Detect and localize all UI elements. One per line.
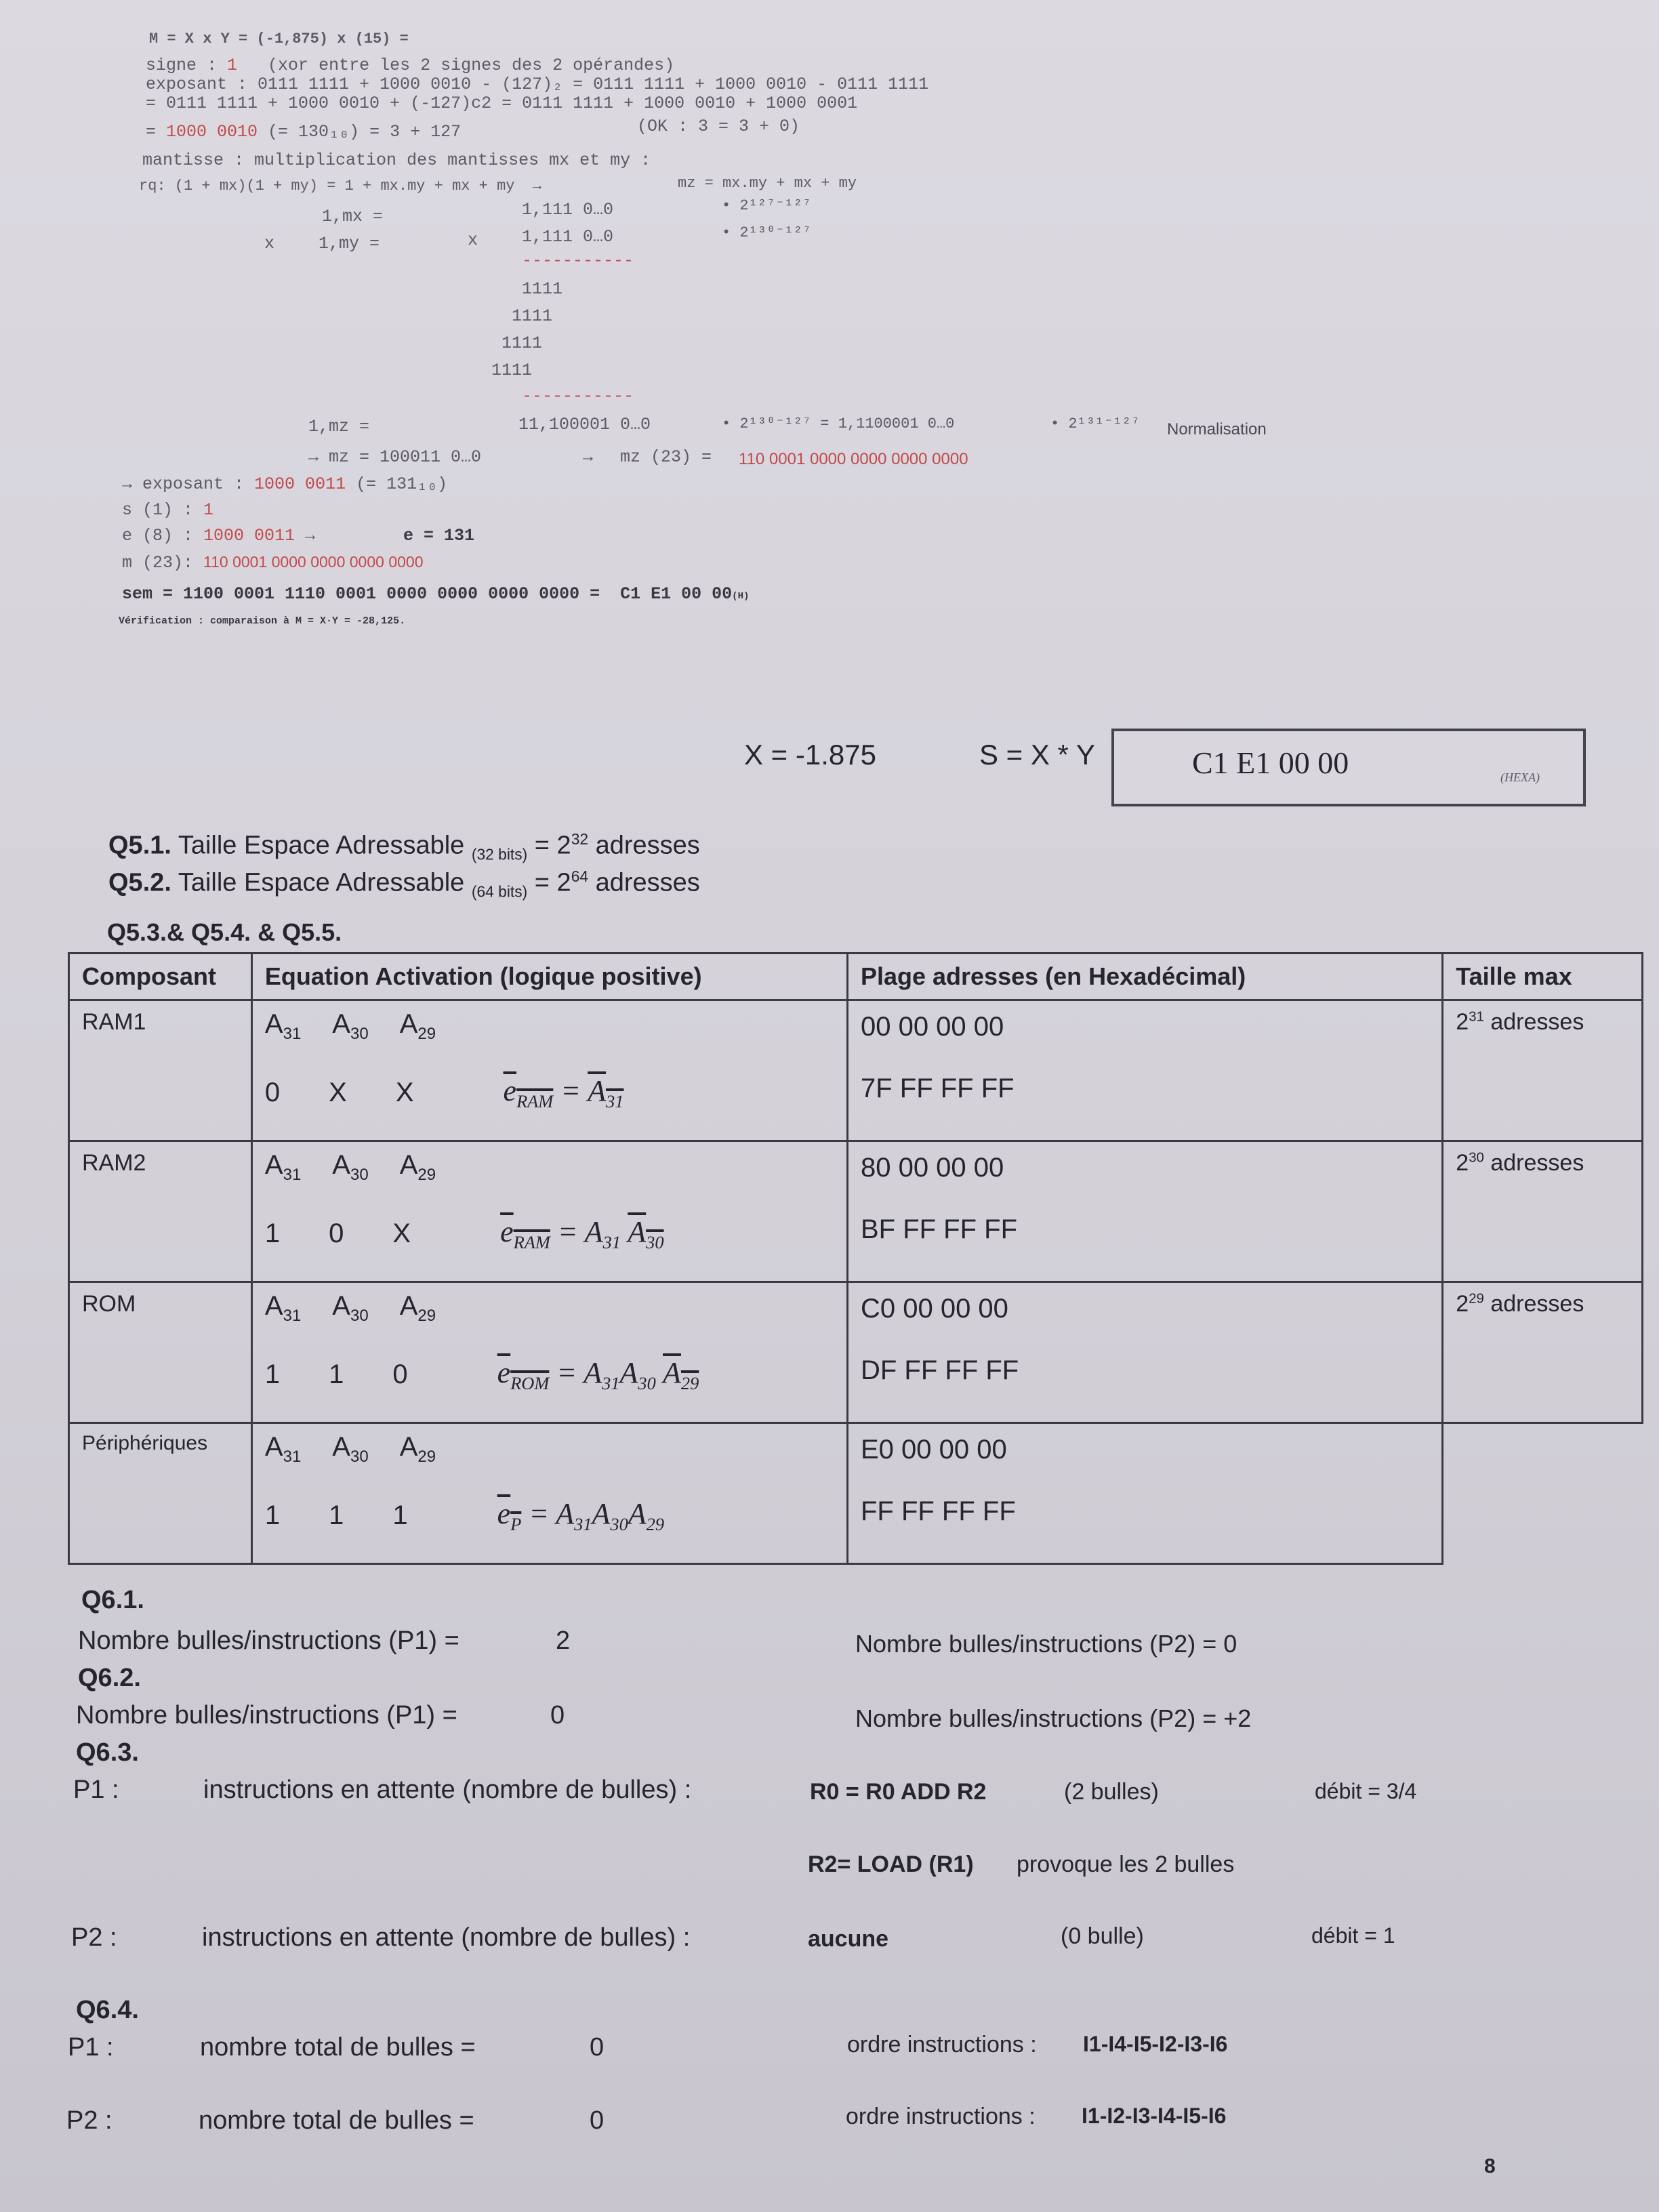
address-range-cell [847,1141,1442,1282]
q51-line: Q5.1. Taille Espace Adressable $_{(32 bits)} = 2^{32}$ adresses [108,830,700,863]
calc-line-5-ok: (OK : 3 = 3 + 0) [637,117,800,136]
q63-p1-label: P1 : [73,1776,119,1804]
partial-4: 1111 [491,361,533,380]
s-line: s (1) : 1 [122,500,214,520]
mx-label: 1,mx = [322,207,384,226]
q61-p1-label: Nombre bulles/instructions (P1) = [78,1626,459,1655]
header-equation: Equation Activation (logique positive) [251,954,847,1000]
q63-p2-text: instructions en attente (nombre de bulles) : [202,1923,691,1952]
range-start: C0 00 00 00 [860,1294,1008,1324]
address-range-cell [847,1000,1442,1141]
my-exp: • 2¹³⁰⁻¹²⁷ [722,224,812,241]
range-end: DF FF FF FF [860,1355,1019,1385]
equation-cell [251,1000,847,1141]
calc-line-1: M = X x Y = (-1,875) x (15) = [149,30,409,47]
page-number: 8 [1484,2155,1496,2177]
q63-p1b-instr: R2= LOAD (R1) [808,1851,974,1877]
q61-p1-value: 2 [556,1626,571,1655]
result-unit: (HEXA) [1500,771,1540,784]
q64-heading: Q6.4. [76,1996,139,2024]
my-value: 1,111 0…0 [522,227,614,247]
range-start: E0 00 00 00 [860,1435,1007,1465]
q63-p1-instr: R0 = R0 ADD R2 [810,1779,987,1805]
q61-heading: Q6.1. [81,1586,144,1614]
q64-p1-text: nombre total de bulles = [200,2033,476,2062]
normalisation-label: Normalisation [1167,420,1267,438]
equation-cell: $A_{31}$ $A_{30}$ $A_{29}$ 1 0 X $e_{RAM} = A_{31}$ $A_{30}$ [251,1141,847,1282]
range-end: BF FF FF FF [860,1214,1018,1244]
component-name: RAM2 [69,1141,252,1282]
partial-1: 1111 [522,279,563,299]
component-name: ROM [69,1282,252,1423]
q63-p1-debit: débit = 3/4 [1315,1779,1417,1803]
range-end: FF FF FF FF [860,1496,1016,1526]
component-name: RAM1 [69,1000,252,1141]
mz-value: 11,100001 0…0 [518,415,651,434]
calc-line-3: exposant : 0111 1111 + 1000 0010 - (127)₂ = 0111 1111 + 1000 0010 - 0111 1111 [146,75,929,94]
q64-p1-order-label: ordre instructions : [847,2032,1037,2057]
mx-exp: • 2¹²⁷⁻¹²⁷ [722,197,812,214]
range-start: 00 00 00 00 [860,1012,1004,1042]
q63-p2-bulles: (0 bulle) [1061,1923,1144,1949]
q63-p2-instr: aucune [808,1926,889,1952]
range-end: 7F FF FF FF [860,1073,1015,1103]
q62-heading: Q6.2. [78,1664,141,1692]
q63-p2-debit: débit = 1 [1311,1923,1395,1948]
activation-equation: $e_{RAM} = A_{31}$ [503,1074,624,1111]
q52-line: Q5.2. Taille Espace Adressable $_{(64 bits)} = 2^{64}$ adresses [108,867,700,901]
partial-2: 1111 [512,306,553,326]
separator-1: ----------- [522,251,634,270]
table-row [69,1141,1643,1282]
q64-p2-value: 0 [590,2106,605,2135]
calc-line-5: = 1000 0010 (= 130₁₀) = 3 + 127 [146,122,462,142]
bit-values: 0 X X $e_{RAM} = A_{31}$ [264,1074,624,1111]
equation-cell: $A_{31}$ $A_{30}$ $A_{29}$ 1 1 1 $e_P = A_{31}A_{30}A_{29}$ [251,1423,847,1564]
q63-p1-bulles: (2 bulles) [1064,1779,1159,1805]
q64-p2-order-label: ordre instructions : [846,2104,1036,2129]
q64-p2-sequence: I1-I2-I3-I4-I5-I6 [1082,2104,1227,2128]
m-line: m (23): 110 0001 0000 0000 0000 0000 [122,553,424,573]
q64-p1-value: 0 [590,2033,605,2062]
e-line: e (8) : 1000 0011 → [122,526,316,546]
q64-p1-sequence: I1-I4-I5-I2-I3-I6 [1083,2032,1228,2056]
size-cell: $2^{29}$ adresses [1443,1282,1643,1423]
table-row [69,1000,1643,1141]
equation-cell: $A_{31}$ $A_{30}$ $A_{29}$ 1 1 0 $e_{ROM} = A_{31}A_{30}$ $A_{29}$ [251,1282,847,1423]
address-range-cell [847,1282,1442,1423]
arrow: → [583,447,594,467]
activation-equation: $e_P = A_{31}A_{30}A_{29}$ [497,1497,665,1534]
q61-p2: Nombre bulles/instructions (P2) = 0 [855,1630,1237,1658]
result-box [1111,729,1586,806]
address-range-cell [847,1423,1442,1564]
mz23-value: 110 0001 0000 0000 0000 0000 [739,450,968,468]
header-taille: Taille max [1443,954,1643,1000]
q64-p2-label: P2 : [66,2106,112,2135]
sem-line: sem = 1100 0001 1110 0001 0000 0000 0000 0000 = C1 E1 00 00(H) [122,584,750,604]
calc-line-4: = 0111 1111 + 1000 0010 + (-127)c2 = 0111 1111 + 1000 0010 + 1000 0001 [146,94,858,113]
q63-p1b-text: provoque les 2 bulles [1017,1851,1235,1877]
activation-equation: $e_{RAM} = A_{31}$ $A_{30}$ [500,1215,664,1252]
table-row [69,1282,1643,1423]
result-value: C1 E1 00 00 [1192,745,1349,780]
size-cell: $2^{30}$ adresses [1443,1141,1643,1282]
size-cell: $2^{31}$ adresses [1443,1000,1643,1141]
activation-equation: $e_{ROM} = A_{31}A_{30}$ $A_{29}$ [497,1356,699,1393]
q63-p2-label: P2 : [71,1923,117,1952]
header-composant: Composant [69,954,252,1000]
calc-line-6: mantisse : multiplication des mantisses mx et my : [142,150,651,170]
q62-p1-label: Nombre bulles/instructions (P1) = [76,1701,457,1729]
header-plage: Plage adresses (en Hexadécimal) [847,954,1442,1000]
mz23-label: mz (23) = [620,447,712,467]
mz-label: 1,mz = [308,417,370,436]
q64-p2-text: nombre total de bulles = [199,2106,474,2135]
mz-exp: • 2¹³⁰⁻¹²⁷ = 1,1100001 0…0 [722,415,955,432]
calc-line-7: rq: (1 + mx)(1 + my) = 1 + mx.my + mx + my → [139,178,542,194]
e-value: e = 131 [403,526,475,546]
x-value: X = -1.875 [744,739,876,771]
calc-line-7-result: mz = mx.my + mx + my [678,175,857,192]
q62-p1-value: 0 [550,1701,565,1729]
q62-p2: Nombre bulles/instructions (P2) = +2 [855,1704,1252,1732]
verification-line: Vérification : comparaison à M = X·Y = -28,125. [119,615,406,627]
separator-2: ----------- [522,386,634,406]
mx-value: 1,111 0…0 [522,200,614,220]
partial-3: 1111 [501,333,543,353]
size-cell [1443,1423,1643,1564]
s-label: S = X * Y [979,739,1095,771]
times-sign: x [264,234,275,253]
my-label: 1,my = [319,234,380,253]
q63-heading: Q6.3. [76,1738,139,1767]
q63-p1-text: instructions en attente (nombre de bulles) : [203,1776,692,1804]
table-header-row [69,954,1643,1000]
mz-normalized: → mz = 100011 0…0 [308,447,482,467]
exposant-line: → exposant : 1000 0011 (= 131₁₀) [122,474,448,494]
range-start: 80 00 00 00 [860,1153,1004,1183]
bit-labels: $A_{31}$ $A_{30}$ $A_{29}$ [264,1009,436,1043]
q53-heading: Q5.3.& Q5.4. & Q5.5. [107,918,342,946]
calc-line-2: signe : 1 (xor entre les 2 signes des 2 opérandes) [146,56,675,75]
mz-exp-2: • 2¹³¹⁻¹²⁷ [1050,415,1141,432]
address-table [68,952,1643,1565]
table-row [69,1423,1643,1564]
component-name: Périphériques [69,1423,252,1564]
times-sign-2: x [468,230,478,250]
q64-p1-label: P1 : [68,2033,114,2062]
